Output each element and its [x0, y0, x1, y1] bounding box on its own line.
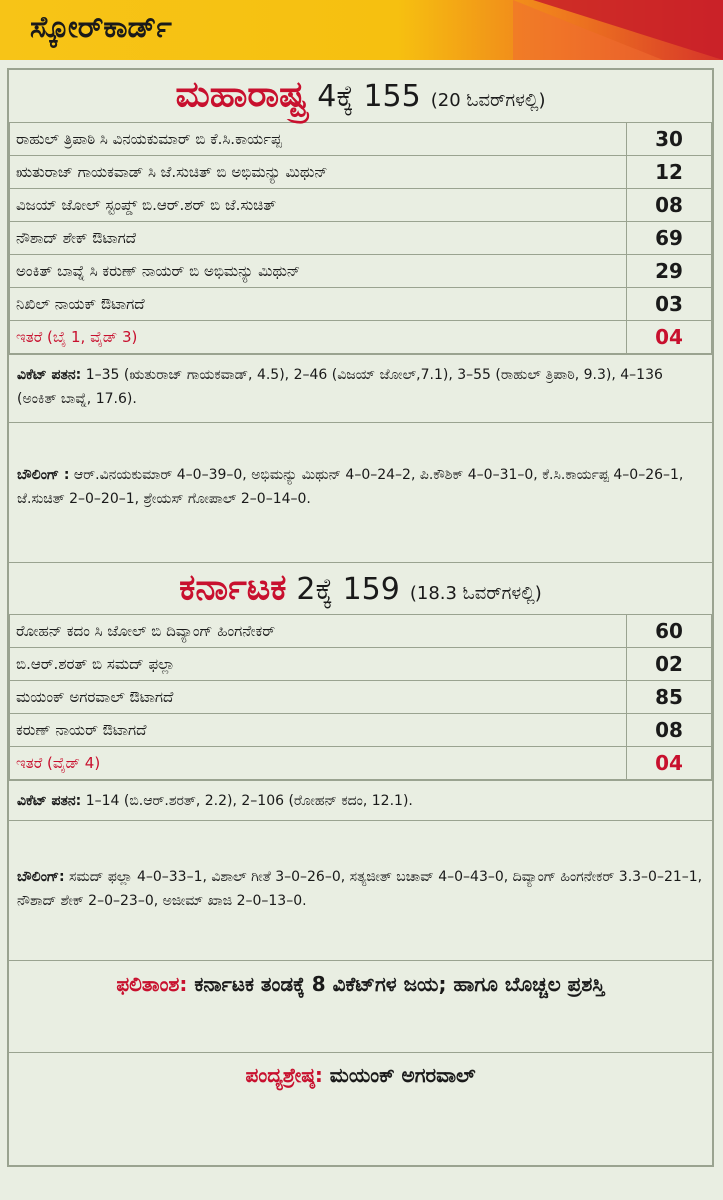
extras-row: [10, 321, 712, 354]
table-row: [10, 681, 712, 714]
batsman-dismissal: ನಿಖಿಲ್ ನಾಯಕ್ ಔಟಾಗದೆ: [10, 288, 627, 321]
bowling-label: ಬೌಲಿಂಗ್ :: [17, 467, 70, 483]
extras-label: ಇತರೆ (ವೈಡ್ 4): [10, 747, 627, 780]
batsman-runs: 03: [627, 288, 712, 321]
bowling-text: ಆರ್.ವಿನಯಕುಮಾರ್ 4–0–39–0, ಅಭಿಮನ್ಯು ಮಿಥುನ್ 4–0–24–2, ಪಿ.ಕೌಶಿಕ್ 4–0–31–0, ಕೆ.ಸಿ.ಕಾರ್ಯಪ್ಪ 4–0–26–1, ಜೆ.ಸುಚಿತ್ 2–0–20–1, ಶ್ರೇಯಸ್ ಗೋಪಾಲ್ 2–0–14–0.: [17, 467, 684, 507]
batsman-dismissal: ಅಂಕಿತ್ ಬಾವ್ನೆ ಸಿ ಕರುಣ್ ನಾಯರ್ ಬಿ ಅಭಿಮನ್ಯು ಮಿಥುನ್: [10, 255, 627, 288]
innings1-batting-table: [9, 122, 712, 354]
potm-label: ಪಂದ್ಯಶ್ರೇಷ್ಠ:: [245, 1063, 323, 1087]
batsman-dismissal: ರೋಹನ್ ಕದಂ ಸಿ ಜೋಲ್ ಬಿ ದಿವ್ಯಾಂಗ್ ಹಿಂಗನೇಕರ್: [10, 615, 627, 648]
table-row: [10, 648, 712, 681]
batsman-dismissal: ರಾಹುಲ್ ತ್ರಿಪಾಠಿ ಸಿ ವಿನಯಕುಮಾರ್ ಬಿ ಕೆ.ಸಿ.ಕಾರ್ಯಪ್ಪ: [10, 123, 627, 156]
table-row: [10, 123, 712, 156]
innings1-header: [9, 70, 712, 122]
innings2-bowling: [9, 820, 712, 960]
innings1-overs: (20 ಓವರ್‌ಗಳಲ್ಲಿ): [430, 90, 546, 111]
match-result: [9, 960, 712, 1052]
extras-runs: 04: [627, 747, 712, 780]
batsman-dismissal: ವಿಜಯ್ ಜೋಲ್ ಸ್ಟಂಪ್ಡ್ ಬಿ.ಆರ್.ಶರ್ ಬಿ ಜೆ.ಸುಚಿತ್: [10, 189, 627, 222]
innings2-header: [9, 562, 712, 614]
extras-label: ಇತರೆ (ಬೈ 1, ವೈಡ್ 3): [10, 321, 627, 354]
batsman-dismissal: ಕರುಣ್ ನಾಯರ್ ಔಟಾಗದೆ: [10, 714, 627, 747]
fow-label: ವಿಕೆಟ್ ಪತನ:: [17, 793, 82, 809]
innings1-fall-of-wickets: [9, 354, 712, 422]
innings1-score: 4ಕ್ಕೆ 155: [317, 79, 421, 114]
batsman-runs: 30: [627, 123, 712, 156]
bowling-label: ಬೌಲಿಂಗ್:: [17, 869, 65, 885]
innings2-team-name: ಕರ್ನಾಟಕ: [179, 567, 287, 608]
fow-label: ವಿಕೆಟ್ ಪತನ:: [17, 367, 82, 383]
innings1-team-name: ಮಹಾರಾಷ್ಟ್ರ: [175, 74, 308, 115]
banner-decoration-accent: [533, 0, 723, 60]
scorecard-banner: [0, 0, 723, 60]
result-text: ಕರ್ನಾಟಕ ತಂಡಕ್ಕೆ 8 ವಿಕೆಟ್‌ಗಳ ಜಯ; ಹಾಗೂ ಬೊಚ್ಚಲ ಪ್ರಶಸ್ತಿ: [187, 972, 605, 996]
table-row: [10, 714, 712, 747]
batsman-runs: 29: [627, 255, 712, 288]
fow-text: 1–35 (ಋತುರಾಜ್ ಗಾಯಕವಾಡ್, 4.5), 2–46 (ವಿಜಯ್ ಜೋಲ್,7.1), 3–55 (ರಾಹುಲ್ ತ್ರಿಪಾಠಿ, 9.3), 4–136 (ಅಂಕಿತ್ ಬಾವ್ನೆ, 17.6).: [17, 367, 663, 407]
innings2-fall-of-wickets: [9, 780, 712, 820]
batsman-runs: 12: [627, 156, 712, 189]
table-row: [10, 288, 712, 321]
innings2-overs: (18.3 ಓವರ್‌ಗಳಲ್ಲಿ): [409, 583, 542, 604]
fow-text: 1–14 (ಬಿ.ಆರ್.ಶರತ್, 2.2), 2–106 (ರೋಹನ್ ಕದಂ, 12.1).: [81, 793, 413, 809]
batsman-dismissal: ಋತುರಾಜ್ ಗಾಯಕವಾಡ್ ಸಿ ಜೆ.ಸುಚಿತ್ ಬಿ ಅಭಿಮನ್ಯು ಮಿಥುನ್: [10, 156, 627, 189]
potm-text: ಮಯಂಕ್ ಅಗರವಾಲ್: [322, 1063, 476, 1087]
scorecard-frame: [7, 68, 714, 1167]
batsman-runs: 08: [627, 189, 712, 222]
table-row: [10, 615, 712, 648]
batsman-runs: 02: [627, 648, 712, 681]
innings2-batting-table: [9, 614, 712, 780]
innings2-score: 2ಕ್ಕೆ 159: [296, 572, 400, 607]
extras-row: [10, 747, 712, 780]
batsman-dismissal: ನೌಶಾದ್ ಶೇಕ್ ಔಟಾಗದೆ: [10, 222, 627, 255]
player-of-the-match: [9, 1052, 712, 1102]
batsman-dismissal: ಮಯಂಕ್ ಅಗರವಾಲ್ ಔಟಾಗದೆ: [10, 681, 627, 714]
batsman-runs: 60: [627, 615, 712, 648]
batsman-runs: 08: [627, 714, 712, 747]
result-label: ಫಲಿತಾಂಶ:: [116, 972, 188, 996]
table-row: [10, 255, 712, 288]
table-row: [10, 189, 712, 222]
batsman-dismissal: ಬಿ.ಆರ್.ಶರತ್ ಬಿ ಸಮದ್ ಫಲ್ಲಾ: [10, 648, 627, 681]
extras-runs: 04: [627, 321, 712, 354]
innings1-bowling: [9, 422, 712, 562]
batsman-runs: 85: [627, 681, 712, 714]
table-row: [10, 222, 712, 255]
batsman-runs: 69: [627, 222, 712, 255]
bowling-text: ಸಮದ್ ಫಲ್ಲಾ 4–0–33–1, ವಿಶಾಲ್ ಗೀತೆ 3–0–26–0, ಸತ್ಯಜೀತ್ ಬಚಾವ್ 4–0–43–0, ದಿವ್ಯಾಂಗ್ ಹಿಂಗನೇಕರ್ 3.3–0–21–1, ನೌಶಾದ್ ಶೇಕ್ 2–0–23–0, ಅಜೀಮ್ ಖಾಜಿ 2–0–13–0.: [17, 869, 703, 909]
table-row: [10, 156, 712, 189]
scorecard-title: ಸ್ಕೋರ್‌ಕಾರ್ಡ್: [30, 10, 172, 45]
